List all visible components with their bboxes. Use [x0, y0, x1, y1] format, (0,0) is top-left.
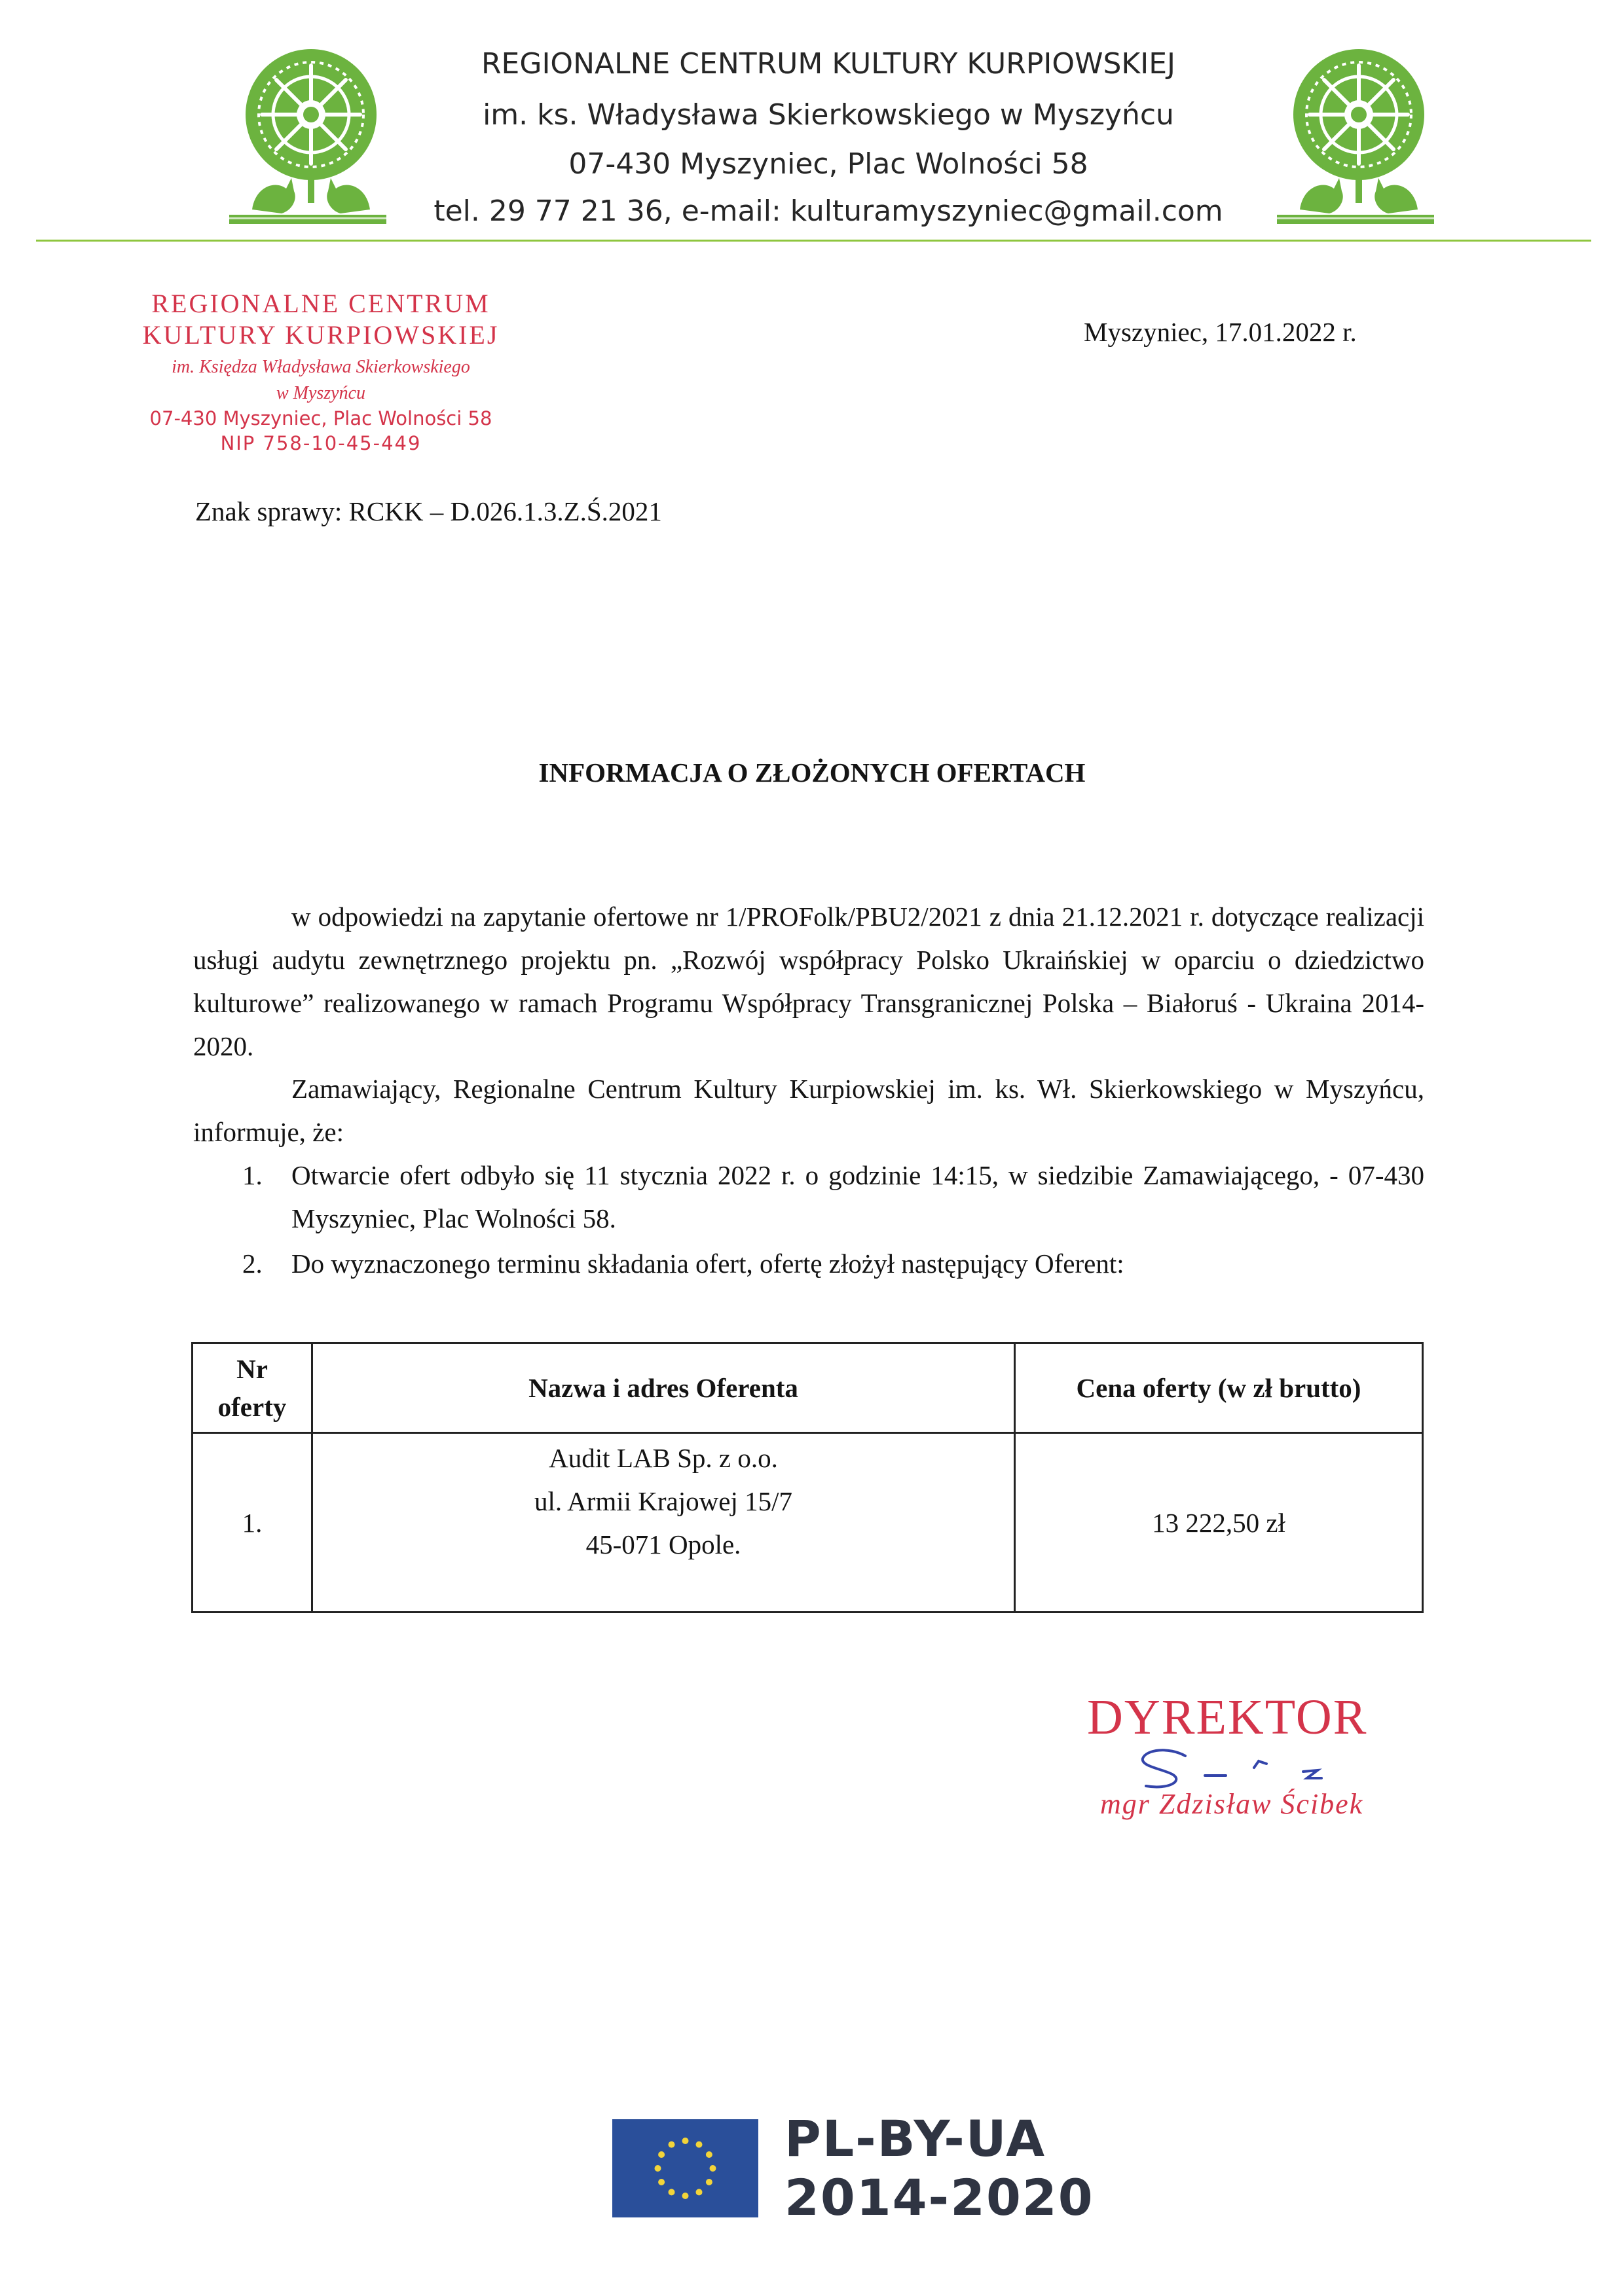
eu-star-icon — [696, 2189, 703, 2195]
header-price: Cena oferty (w zł brutto) — [1015, 1343, 1423, 1433]
document-title: INFORMACJA O ZŁOŻONYCH OFERTACH — [538, 757, 1086, 788]
bidder-street: ul. Armii Krajowej 15/7 — [534, 1486, 792, 1516]
body-paragraph-1: w odpowiedzi na zapytanie ofertowe nr 1/PROFolk/PBU2/2021 z dnia 21.12.2021 r. dotyczące realizacji usługi audytu zewnętrznego projektu pn. „Rozwój współpracy Polsko Ukraińskiej w oparciu o dziedzictwo kulturowe” realizowanego w ramach Programu Współpracy Transgranicznej Polska – Białoruś - Ukraina 2014-2020. — [193, 902, 1424, 1061]
list-item-number: 2. — [242, 1248, 263, 1279]
stamp-line-6: NIP 758-10-45-449 — [220, 432, 422, 454]
eu-star-icon — [658, 2151, 665, 2158]
list-item-text: Otwarcie ofert odbyło się 11 stycznia 2022 r. o godzinie 14:15, w siedzibie Zamawiającego, - 07-430 Myszyniec, Plac Wolności 58. — [291, 1160, 1424, 1233]
table-header-row — [193, 1343, 1423, 1433]
cell-bidder — [312, 1433, 1015, 1613]
letterhead-divider — [36, 240, 1591, 242]
programme-years: 2014-2020 — [784, 2168, 1094, 2227]
eu-star-icon — [682, 2193, 689, 2199]
programme-name: PL-BY-UA — [784, 2109, 1046, 2168]
letterhead-patron: im. ks. Władysława Skierkowskiego w Myszyńcu — [483, 98, 1174, 132]
letterhead-contact: tel. 29 77 21 36, e-mail: kulturamyszyniec@gmail.com — [434, 194, 1223, 228]
signatory-name: mgr Zdzisław Ścibek — [1100, 1788, 1364, 1820]
eu-star-icon — [658, 2179, 665, 2185]
place-date: Myszyniec, 17.01.2022 r. — [1084, 317, 1357, 347]
list-item-text: Do wyznaczonego terminu składania ofert, ofertę złożył następujący Oferent: — [291, 1248, 1124, 1279]
stamp-line-4: w Myszyńcu — [276, 383, 366, 403]
stamp-line-2: KULTURY KURPIOWSKIEJ — [142, 320, 500, 350]
body-paragraph-2: Zamawiający, Regionalne Centrum Kultury Kurpiowskiej im. ks. Wł. Skierkowskiego w Myszyńcu, informuje, że: — [193, 1074, 1424, 1147]
stamp-line-5: 07-430 Myszyniec, Plac Wolności 58 — [149, 407, 492, 429]
eu-star-icon — [669, 2141, 675, 2148]
header-bidder: Nazwa i adres Oferenta — [312, 1343, 1015, 1433]
cell-offer-number: 1. — [193, 1433, 312, 1613]
bidder-name: Audit LAB Sp. z o.o. — [549, 1443, 778, 1473]
eu-star-icon — [710, 2165, 716, 2172]
eu-flag-icon — [612, 2119, 758, 2217]
header-offer-number — [193, 1343, 312, 1433]
header-offer-number-line2: oferty — [217, 1392, 287, 1422]
eu-star-icon — [669, 2189, 675, 2195]
eu-star-icon — [696, 2141, 703, 2148]
list-item-number: 1. — [242, 1160, 263, 1190]
signature-title: DYREKTOR — [1087, 1690, 1368, 1745]
stamp-line-3: im. Księdza Władysława Skierkowskiego — [172, 357, 470, 377]
stamp-line-1: REGIONALNE CENTRUM — [151, 289, 490, 318]
letterhead-institution-name: REGIONALNE CENTRUM KULTURY KURPIOWSKIEJ — [481, 47, 1176, 81]
eu-star-icon — [655, 2165, 661, 2172]
cell-price: 13 222,50 zł — [1015, 1433, 1423, 1613]
bidder-city: 45-071 Opole. — [585, 1529, 741, 1559]
handwritten-signature — [1107, 1741, 1388, 1794]
eu-star-icon — [706, 2151, 712, 2158]
header-offer-number-line1: Nr — [236, 1354, 268, 1384]
letterhead-address: 07-430 Myszyniec, Plac Wolności 58 — [568, 147, 1088, 181]
eu-star-icon — [682, 2138, 689, 2144]
case-reference: Znak sprawy: RCKK – D.026.1.3.Z.Ś.2021 — [195, 496, 662, 526]
offers-table — [191, 1342, 1424, 1613]
table-row — [193, 1433, 1423, 1613]
eu-star-icon — [706, 2179, 712, 2185]
